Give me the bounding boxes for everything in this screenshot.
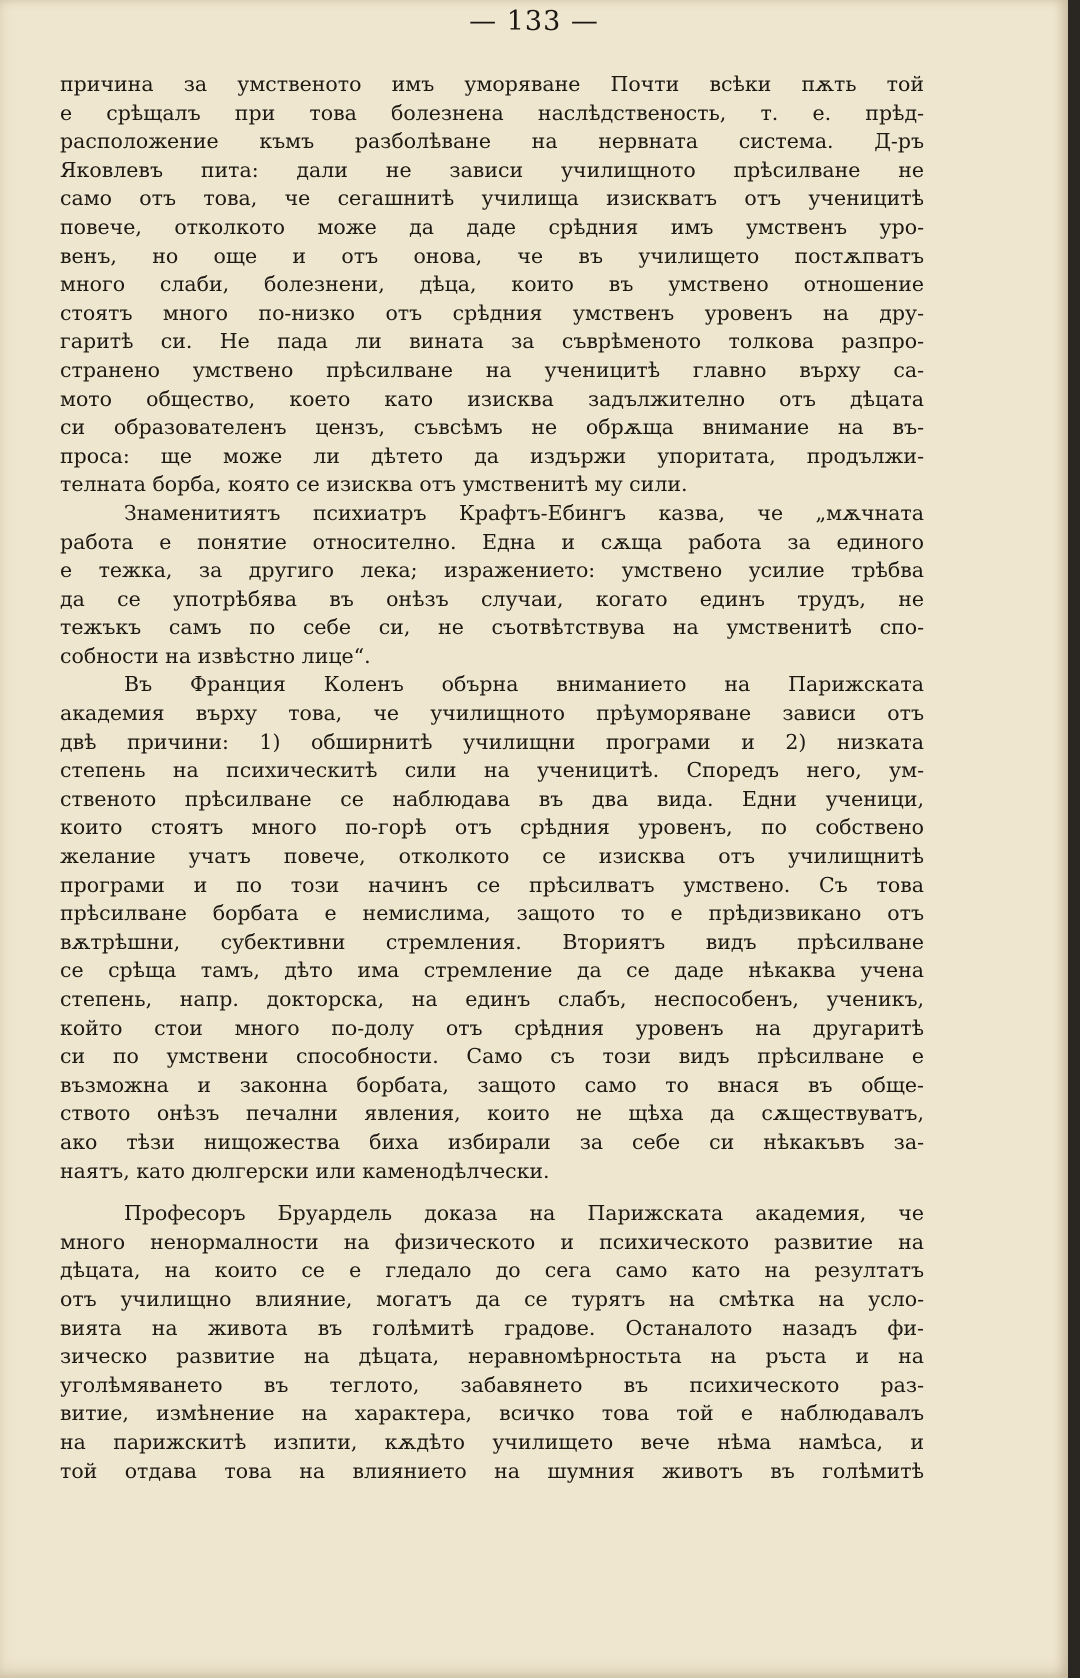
paragraph-2	[60, 499, 924, 671]
text-line: собности на извѣстно лице“.	[60, 643, 371, 668]
text-line: работа е понятие относително. Една и сѫща работа за единого	[60, 529, 924, 554]
text-line: ството онѣзъ печални явления, които не щѣха да сѫществуватъ,	[60, 1101, 924, 1126]
text-line: е тежка, за другиго лека; изражението: умствено усилие трѣбва	[60, 558, 924, 583]
text-line: вѫтрѣшни, субективни стремления. Вториятъ видъ прѣсилване	[60, 929, 924, 954]
text-line: много ненормалности на физическото и психическото развитие на	[60, 1229, 924, 1254]
page-number: — 133 —	[469, 6, 599, 37]
paragraph-gap	[60, 1185, 924, 1199]
text-line: Въ Франция Коленъ обърна вниманието на Парижската	[124, 672, 924, 697]
text-line: програми и по този начинъ се прѣсилватъ умствено. Съ това	[60, 872, 924, 897]
text-line: които стоятъ много по-горѣ отъ срѣдния уровенъ, по собствено	[60, 815, 924, 840]
text-line: уголѣмяването въ теглото, забавянето въ психическото раз-	[60, 1372, 924, 1397]
text-line: е срѣщалъ при това болезнена наслѣдственость, т. е. прѣд-	[60, 100, 924, 125]
text-line: Яковлевъ пита: дали не зависи училищното прѣсилване не	[60, 157, 924, 182]
text-line: причина за умственото имъ уморяване Почти всѣки пѫть той	[60, 72, 924, 96]
text-line: двѣ причини: 1) обширнитѣ училищни програми и 2) низката	[60, 729, 924, 754]
text-line: венъ, но още и отъ онова, че въ училището постѫпватъ	[60, 243, 924, 268]
text-line: гаритѣ си. Не пада ли вината за съврѣменото толкова разпро-	[60, 329, 924, 354]
text-line: на парижскитѣ изпити, кѫдѣто училището вече нѣма намѣса, и	[60, 1429, 924, 1454]
text-line: академия върху това, че училищното прѣуморяване зависи отъ	[60, 701, 924, 726]
text-line: странено умствено прѣсилване на ученицитѣ главно върху са-	[60, 357, 924, 382]
text-line: тежъкъ самъ по себе си, не съотвѣтствува на умственитѣ спо-	[60, 615, 924, 640]
text-line: само отъ това, че сегашнитѣ училища изискватъ отъ ученицитѣ	[60, 186, 924, 211]
text-line: вията на живота въ голѣмитѣ градове. Останалото назадъ фи-	[60, 1315, 924, 1340]
text-line: мото общество, което като изисква задължително отъ дѣцата	[60, 386, 924, 411]
text-line: много слаби, болезнени, дѣца, които въ умствено отношение	[60, 272, 924, 297]
text-line: наятъ, като дюлгерски или каменодѣлчески.	[60, 1158, 550, 1183]
text-line: Знаменитиятъ психиатръ Крафтъ-Ебингъ казва, че „мѫчната	[124, 500, 924, 525]
text-line: расположение къмъ разболѣване на нервната система. Д-ръ	[60, 129, 924, 154]
text-line: зическо развитие на дѣцата, неравномѣрностьта на ръста и на	[60, 1344, 924, 1369]
text-line: възможна и законна борбата, защото само то внася въ обще-	[60, 1072, 924, 1097]
text-line: витие, измѣнение на характера, всичко това той е наблюдавалъ	[60, 1401, 924, 1426]
text-line: стоятъ много по-низко отъ срѣдния умственъ уровенъ на дру-	[60, 300, 924, 325]
text-line: проса: ще може ли дѣтето да издържи упоритата, продължи-	[60, 443, 924, 468]
text-line: си по умствени способности. Само съ този видъ прѣсилване е	[60, 1044, 924, 1069]
text-line: ако тѣзи нищожества биха избирали за себе си нѣкакъвъ за-	[60, 1129, 924, 1154]
text-line: се срѣща тамъ, дѣто има стремление да се даде нѣкаква учена	[60, 958, 924, 983]
text-line: степень на психическитѣ сили на ученицитѣ. Споредъ него, ум-	[60, 758, 924, 783]
body-text	[60, 70, 924, 1485]
paragraph-3	[60, 670, 924, 1185]
text-line: който стои много по-долу отъ срѣдния уровенъ на другаритѣ	[60, 1015, 924, 1040]
text-line: той отдава това на влиянието на шумния животъ въ голѣмитѣ	[60, 1458, 924, 1483]
text-line: Професоръ Бруардель доказа на Парижската академия, че	[124, 1201, 924, 1226]
paragraph-1	[60, 70, 924, 499]
text-line: си образователенъ цензъ, съвсѣмъ не обрѫща внимание на въ-	[60, 415, 924, 440]
text-line: прѣсилване борбата е немислима, защото то е прѣдизвикано отъ	[60, 901, 924, 926]
text-line: ственото прѣсилване се наблюдава въ два вида. Едни ученици,	[60, 786, 924, 811]
text-line: отъ училищно влияние, могатъ да се турятъ на смѣтка на усло-	[60, 1286, 924, 1311]
text-line: степень, напр. докторска, на единъ слабъ, неспособенъ, ученикъ,	[60, 987, 924, 1011]
text-line: желание учатъ повече, отколкото се изисква отъ училищнитѣ	[60, 844, 924, 869]
paragraph-4	[60, 1199, 924, 1485]
text-line: дѣцата, на които се е гледало до сега само като на резултатъ	[60, 1258, 924, 1283]
text-line: да се употрѣбява въ онѣзъ случаи, когато единъ трудъ, не	[60, 586, 924, 611]
text-line: телната борба, която се изисква отъ умственитѣ му сили.	[60, 472, 688, 497]
text-line: повече, отколкото може да даде срѣдния имъ умственъ уро-	[60, 214, 924, 239]
